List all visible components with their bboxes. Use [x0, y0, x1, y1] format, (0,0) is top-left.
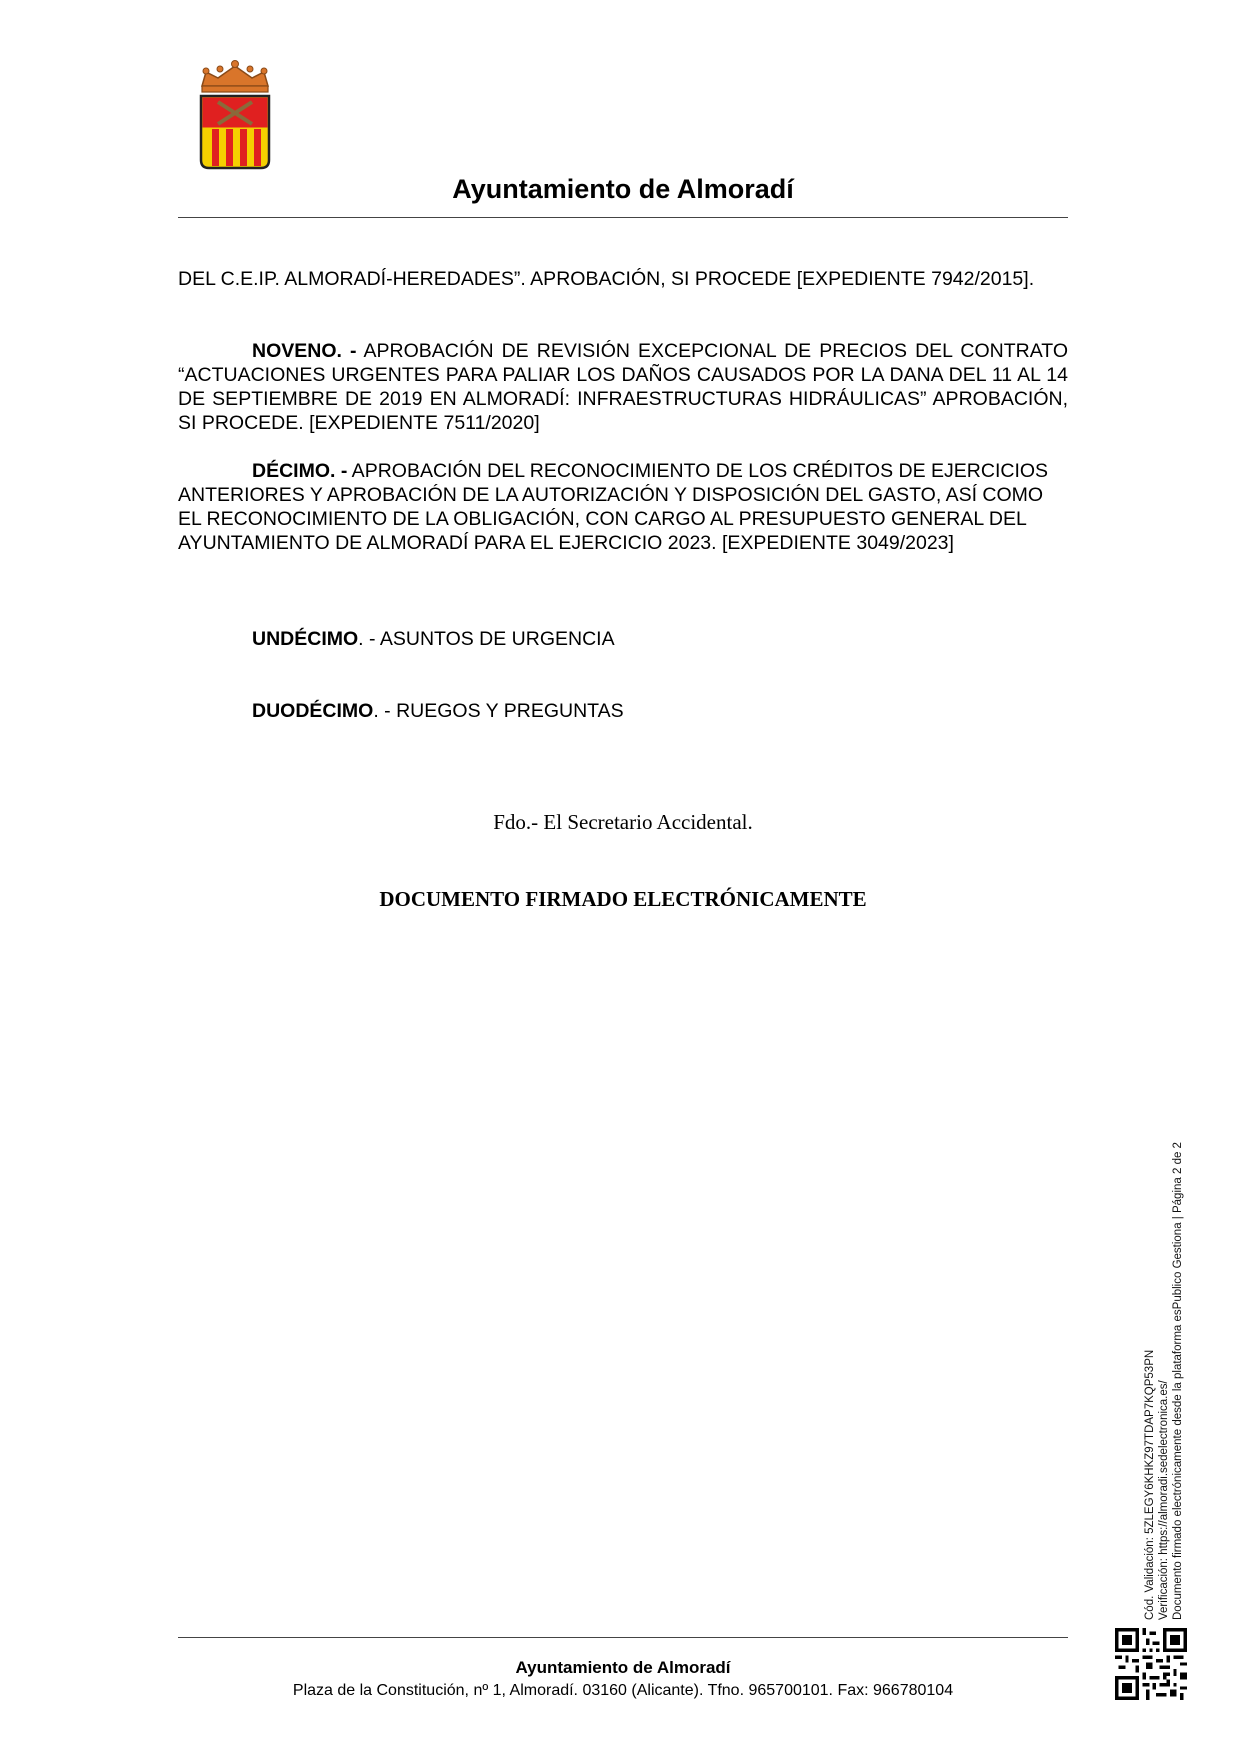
item-text: . - ASUNTOS DE URGENCIA	[358, 628, 615, 650]
footer-divider	[178, 1637, 1068, 1638]
item-text: APROBACIÓN DE REVISIÓN EXCEPCIONAL DE PRECIOS DEL CONTRATO “ACTUACIONES URGENTES PARA PALIAR LOS DAÑOS CAUSADOS POR LA DANA DEL 11 AL 14 DE SEPTIEMBRE DE 2019 EN ALMORADÍ: INFRAESTRUCTURAS HIDRÁULICAS” APROBACIÓN, SI PROCEDE. [EXPEDIENTE 7511/2020]	[178, 340, 1068, 434]
item-text: APROBACIÓN DEL RECONOCIMIENTO DE LOS CRÉDITOS DE EJERCICIOS ANTERIORES Y APROBACIÓN DE LA AUTORIZACIÓN Y DISPOSICIÓN DEL GASTO, ASÍ COMO EL RECONOCIMIENTO DE LA OBLIGACIÓN, CON CARGO AL PRESUPUESTO GENERAL DEL AYUNTAMIENTO DE ALMORADÍ PARA EL EJERCICIO 2023. [EXPEDIENTE 3049/2023]	[178, 460, 1049, 554]
header-divider	[178, 217, 1068, 218]
item-label: NOVENO. -	[252, 340, 357, 362]
footer-title: Ayuntamiento de Almoradí	[515, 1658, 731, 1677]
agenda-item-noveno	[178, 339, 1068, 435]
agenda-continuation: DEL C.E.IP. ALMORADÍ-HEREDADES”. APROBACIÓN, SI PROCEDE [EXPEDIENTE 7942/2015].	[178, 268, 1035, 290]
crown-icon	[202, 61, 268, 93]
verification-url: Verificación: https://almoradi.sedelectronica.es/	[1158, 1380, 1170, 1620]
item-label: UNDÉCIMO	[252, 628, 359, 650]
footer-address: Plaza de la Constitución, nº 1, Almoradí. 03160 (Alicante). Tfno. 965700101. Fax: 966780104	[292, 1682, 954, 1699]
qr-code-icon	[1115, 1628, 1187, 1700]
validation-code: Cód. Validación: 5ZLEGY6KHKZ97TDAP7KQP53PN	[1144, 1349, 1156, 1620]
electronic-signature-notice: DOCUMENTO FIRMADO ELECTRÓNICAMENTE	[379, 887, 867, 911]
item-text: . - RUEGOS Y PREGUNTAS	[373, 700, 624, 722]
agenda-item-duodecimo	[178, 699, 1068, 723]
platform-notice: Documento firmado electrónicamente desde la plataforma esPublico Gestiona | Página 2 de 2	[1172, 1142, 1184, 1620]
item-label: DÉCIMO. -	[252, 460, 348, 482]
item-label: DUODÉCIMO	[252, 700, 374, 722]
agenda-item-decimo	[178, 459, 1068, 555]
agenda-item-undecimo	[178, 627, 1068, 651]
signature-line: Fdo.- El Secretario Accidental.	[493, 810, 753, 834]
shield-icon	[201, 96, 269, 168]
municipal-crest-logo	[196, 60, 274, 172]
page-title: Ayuntamiento de Almoradí	[452, 174, 794, 204]
validation-sidebar	[1143, 1060, 1185, 1620]
